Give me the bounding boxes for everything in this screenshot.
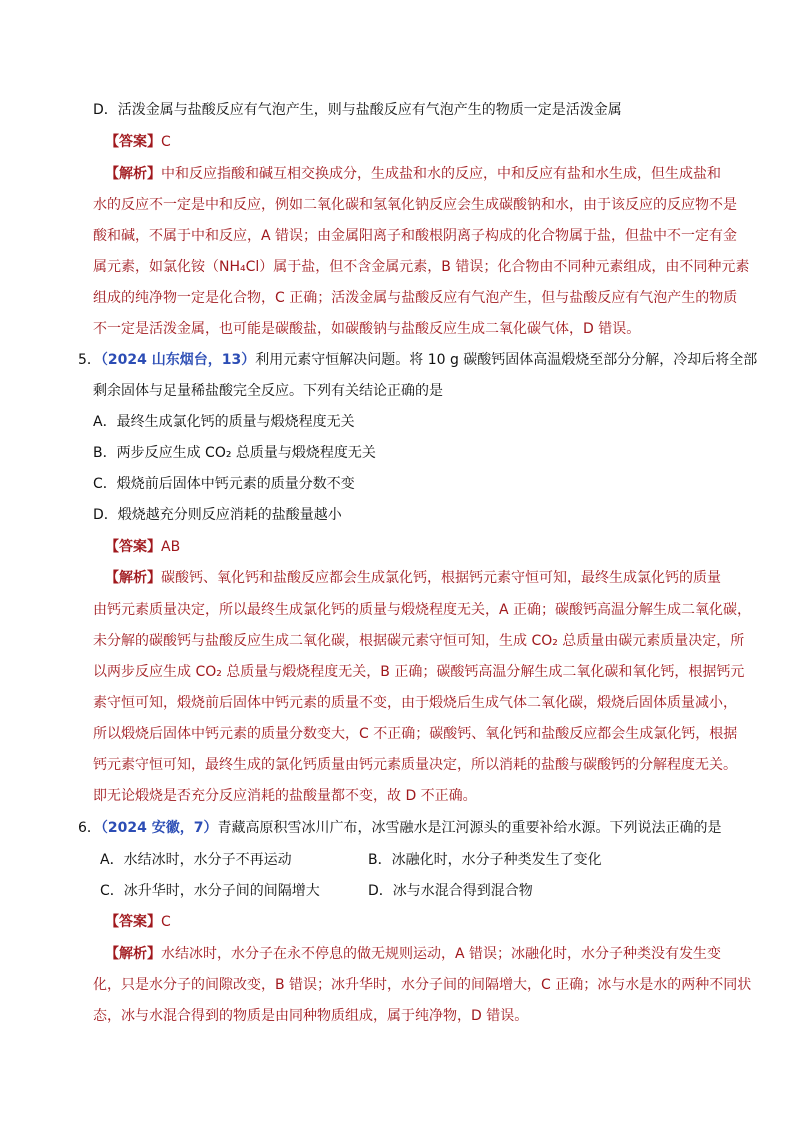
q6-option-d: D．冰与水混合得到混合物 (368, 883, 533, 899)
q4-analysis-line-1 (105, 164, 721, 184)
question-source: （2024 山东烟台，13） (100, 352, 256, 368)
answer-value: C (161, 914, 171, 930)
q4-analysis-line-6: 不一定是活泼金属，也可能是碳酸盐，如碳酸钠与盐酸反应生成二氧化碳气体，D 错误。 (93, 321, 641, 337)
question-stem: 青藏高原积雪冰川广布，冰雪融水是江河源头的重要补给水源。下列说法正确的是 (217, 820, 722, 836)
q5-stem-line-1 (78, 350, 757, 370)
q5-analysis-line-6: 所以煅烧后固体中钙元素的质量分数变大，C 不正确；碳酸钙、氧化钙和盐酸反应都会生成氯化钙，根据 (93, 726, 738, 742)
q5-option-c: C．煅烧前后固体中钙元素的质量分数不变 (93, 476, 355, 492)
answer-label: 【答案】 (105, 914, 161, 930)
analysis-text: 碳酸钙、氧化钙和盐酸反应都会生成氯化钙，根据钙元素守恒可知，最终生成氯化钙的质量 (161, 570, 721, 586)
q4-analysis-line-3: 酸和碱，不属于中和反应，A 错误；由金属阳离子和酸根阴离子构成的化合物属于盐，但盐中不一定有金 (93, 228, 738, 244)
question-number: 5． (78, 352, 101, 368)
analysis-label: 【解析】 (105, 570, 161, 586)
q6-option-b: B．冰融化时，水分子种类发生了变化 (368, 852, 602, 868)
q5-analysis-line-4: 以两步反应生成 CO₂ 总质量与煅烧程度无关，B 正确；碳酸钙高温分解生成二氧化碳和氧化钙，根据钙元 (93, 664, 745, 680)
answer-value: AB (161, 539, 181, 555)
analysis-text: 水结冰时，水分子在永不停息的做无规则运动，A 错误；冰融化时，水分子种类没有发生变 (161, 946, 722, 962)
q5-answer (105, 537, 180, 557)
q5-analysis-line-3: 未分解的碳酸钙与盐酸反应生成二氧化碳，根据碳元素守恒可知，生成 CO₂ 总质量由碳元素质量决定，所 (93, 633, 745, 649)
q5-option-d: D．煅烧越充分则反应消耗的盐酸量越小 (93, 507, 342, 523)
q5-option-a: A．最终生成氯化钙的质量与煅烧程度无关 (93, 414, 355, 430)
q6-analysis-line-3: 态，冰与水混合得到的物质是由同种物质组成，属于纯净物，D 错误。 (93, 1008, 529, 1024)
q4-analysis-line-4: 属元素，如氯化铵（NH₄Cl）属于盐，但不含金属元素，B 错误；化合物由不同种元素组成，由不同种元素 (93, 259, 750, 275)
question-source: （2024 安徽，7） (100, 820, 218, 836)
q5-analysis-line-5: 素守恒可知，煅烧前后固体中钙元素的质量不变，由于煅烧后生成气体二氧化碳，煅烧后固体质量减小， (93, 695, 737, 711)
question-number: 6． (78, 820, 101, 836)
answer-value: C (161, 134, 171, 150)
q6-option-c: C．冰升华时，水分子间的间隔增大 (100, 883, 320, 899)
q6-option-a: A．水结冰时，水分子不再运动 (100, 852, 292, 868)
analysis-label: 【解析】 (105, 166, 161, 182)
q6-analysis-line-2: 化，只是水分子的间隙改变，B 错误；冰升华时，水分子间的间隔增大，C 正确；冰与水是水的两种不同状 (93, 977, 752, 993)
q4-answer (105, 132, 171, 152)
q6-stem (78, 818, 722, 838)
q4-option-d: D．活泼金属与盐酸反应有气泡产生，则与盐酸反应有气泡产生的物质一定是活泼金属 (93, 102, 622, 118)
q5-analysis-line-1 (105, 568, 721, 588)
question-stem: 利用元素守恒解决问题。将 10 g 碳酸钙固体高温煅烧至部分分解，冷却后将全部 (255, 352, 758, 368)
analysis-label: 【解析】 (105, 946, 161, 962)
q5-option-b: B．两步反应生成 CO₂ 总质量与煅烧程度无关 (93, 445, 376, 461)
q4-analysis-line-5: 组成的纯净物一定是化合物，C 正确；活泼金属与盐酸反应有气泡产生，但与盐酸反应有气泡产生的物质 (93, 290, 738, 306)
q6-analysis-line-1 (105, 944, 721, 964)
answer-label: 【答案】 (105, 134, 161, 150)
q5-stem-line-2: 剩余固体与足量稀盐酸完全反应。下列有关结论正确的是 (93, 383, 443, 399)
q5-analysis-line-7: 钙元素守恒可知，最终生成的氯化钙质量由钙元素质量决定，所以消耗的盐酸与碳酸钙的分解程度无关。 (93, 757, 737, 773)
q5-analysis-line-8: 即无论煅烧是否充分反应消耗的盐酸量都不变，故 D 不正确。 (93, 788, 477, 804)
q6-answer (105, 912, 171, 932)
q5-analysis-line-2: 由钙元素质量决定，所以最终生成氯化钙的质量与煅烧程度无关，A 正确；碳酸钙高温分解生成二氧化碳， (93, 602, 752, 618)
analysis-text: 中和反应指酸和碱互相交换成分，生成盐和水的反应，中和反应有盐和水生成，但生成盐和 (161, 166, 721, 182)
answer-label: 【答案】 (105, 539, 161, 555)
q4-analysis-line-2: 水的反应不一定是中和反应，例如二氧化碳和氢氧化钠反应会生成碳酸钠和水，由于该反应的反应物不是 (93, 197, 737, 213)
